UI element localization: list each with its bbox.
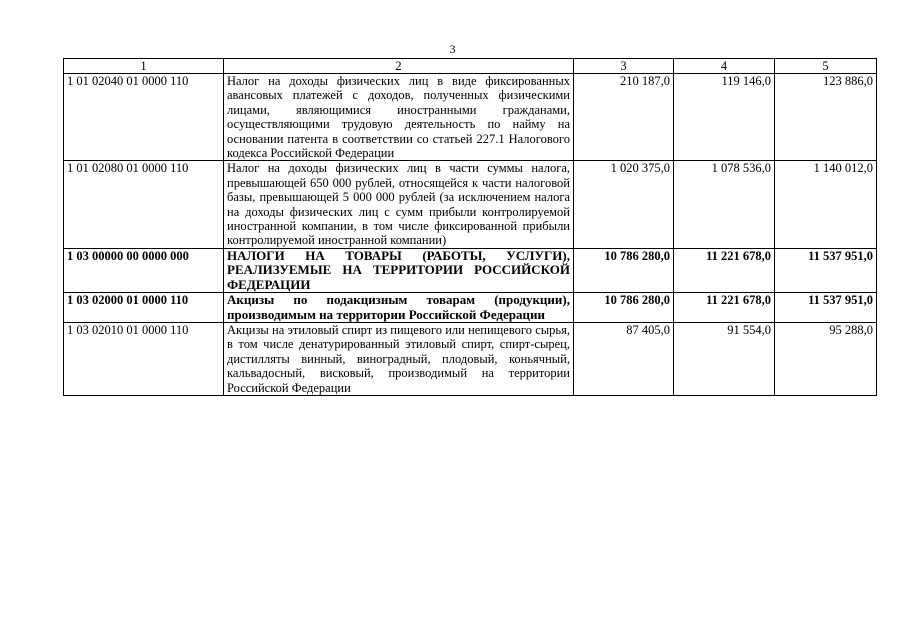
page-number: 3 bbox=[449, 42, 456, 56]
budget-code: 1 01 02080 01 0000 110 bbox=[64, 161, 224, 248]
column-header-2: 2 bbox=[224, 59, 574, 74]
column-header-3: 3 bbox=[574, 59, 674, 74]
column-header-1: 1 bbox=[64, 59, 224, 74]
table-row-subsection bbox=[64, 293, 877, 323]
table-row bbox=[64, 74, 877, 161]
income-name: Акцизы по подакцизным товарам (продукции), производимым на территории Российской Федерации bbox=[224, 293, 574, 323]
value-col5: 95 288,0 bbox=[775, 322, 877, 395]
value-col3: 10 786 280,0 bbox=[574, 293, 674, 323]
value-col5: 123 886,0 bbox=[775, 74, 877, 161]
value-col4: 11 221 678,0 bbox=[674, 293, 775, 323]
value-col4: 1 078 536,0 bbox=[674, 161, 775, 248]
table-row bbox=[64, 161, 877, 248]
value-col5: 1 140 012,0 bbox=[775, 161, 877, 248]
budget-code: 1 01 02040 01 0000 110 bbox=[64, 74, 224, 161]
table-row bbox=[64, 322, 877, 395]
budget-code: 1 03 02000 01 0000 110 bbox=[64, 293, 224, 323]
value-col4: 119 146,0 bbox=[674, 74, 775, 161]
value-col3: 210 187,0 bbox=[574, 74, 674, 161]
value-col5: 11 537 951,0 bbox=[775, 248, 877, 292]
budget-code: 1 03 00000 00 0000 000 bbox=[64, 248, 224, 292]
column-header-5: 5 bbox=[775, 59, 877, 74]
column-header-4: 4 bbox=[674, 59, 775, 74]
value-col3: 1 020 375,0 bbox=[574, 161, 674, 248]
value-col5: 11 537 951,0 bbox=[775, 293, 877, 323]
income-name: Налог на доходы физических лиц в виде фиксированных авансовых платежей с доходов, полученных физическими лицами, являющимися иностранными гражданами, осуществляющими трудовую деятельность по найму на основании патента в соответствии со статьей 227.1 Налогового кодекса Российской Федерации bbox=[224, 74, 574, 161]
budget-table bbox=[63, 58, 877, 396]
income-name: НАЛОГИ НА ТОВАРЫ (РАБОТЫ, УСЛУГИ), РЕАЛИЗУЕМЫЕ НА ТЕРРИТОРИИ РОССИЙСКОЙ ФЕДЕРАЦИИ bbox=[224, 248, 574, 292]
table-row-section bbox=[64, 248, 877, 292]
budget-code: 1 03 02010 01 0000 110 bbox=[64, 322, 224, 395]
header-row bbox=[64, 59, 877, 74]
value-col3: 87 405,0 bbox=[574, 322, 674, 395]
value-col3: 10 786 280,0 bbox=[574, 248, 674, 292]
value-col4: 11 221 678,0 bbox=[674, 248, 775, 292]
value-col4: 91 554,0 bbox=[674, 322, 775, 395]
income-name: Акцизы на этиловый спирт из пищевого или непищевого сырья, в том числе денатурированный этиловый спирт, спирт-сырец, дистилляты винный, виноградный, плодовый, коньячный, кальвадосный, висковый, производимый на территории Российской Федерации bbox=[224, 322, 574, 395]
income-name: Налог на доходы физических лиц в части суммы налога, превышающей 650 000 рублей, относящейся к части налоговой базы, превышающей 5 000 000 рублей (за исключением налога на доходы физических лиц с сумм прибыли контролируемой иностранной компании, в том числе фиксированной прибыли контролируемой иностранной компании) bbox=[224, 161, 574, 248]
